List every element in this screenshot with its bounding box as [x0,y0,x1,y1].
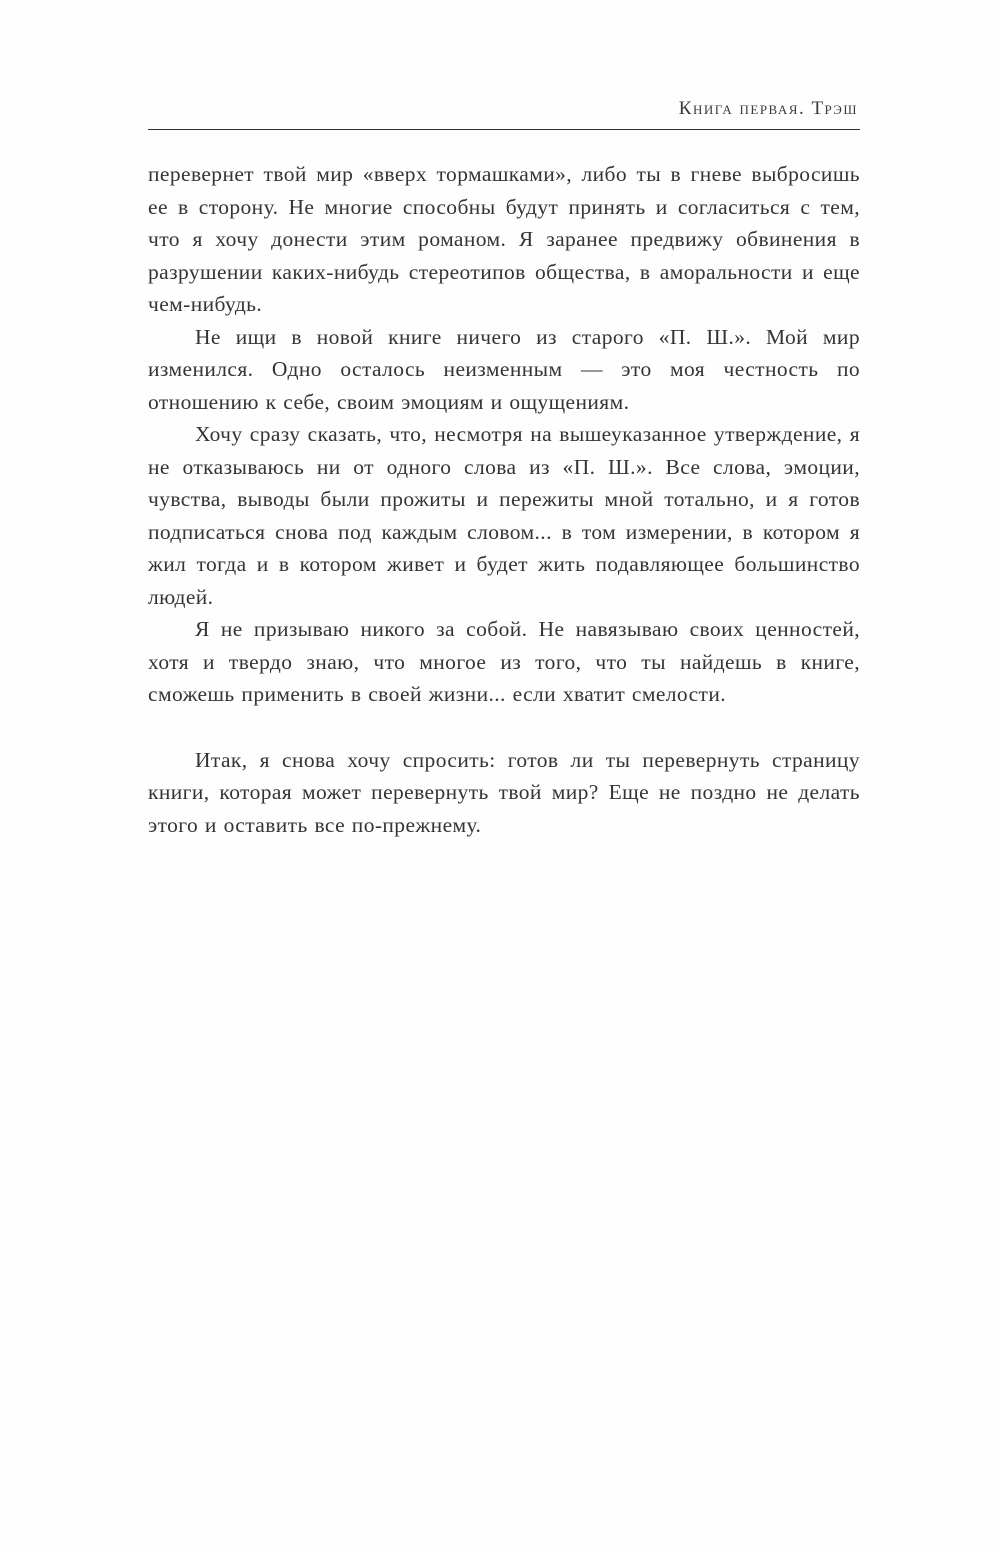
header-rule-divider [148,129,860,130]
paragraph: Хочу сразу сказать, что, несмотря на вышеуказанное утверждение, я не отказываюсь ни от одного слова из «П. Ш.». Все слова, эмоции, чувства, выводы были прожиты и пережиты мной тотально, и я готов подписаться снова под каждым словом... в том измерении, в котором я жил тогда и в котором живет и будет жить подавляющее большинство людей. [148,422,860,609]
paragraph: Итак, я снова хочу спросить: готов ли ты перевернуть страницу книги, которая может перевернуть твой мир? Еще не поздно не делать этого и оставить все по-прежнему. [148,747,860,837]
page-header [148,98,860,130]
paragraph: Я не призываю никого за собой. Не навязываю своих ценностей, хотя и твердо знаю, что многое из того, что ты найдешь в книге, сможешь применить в своей жизни... если хватит смелости. [148,617,860,706]
body-text [148,158,860,841]
running-header: Книга первая. Трэш [678,98,858,119]
paragraph: перевернет твой мир «вверх тормашками», либо ты в гневе выбросишь ее в сторону. Не многие способны будут принять и согласиться с тем, что я хочу донести этим романом. Я заранее предвижу обвинения в разрушении каких-нибудь стереотипов общества, в аморальности и еще чем-нибудь. [148,162,860,316]
paragraph: Не ищи в новой книге ничего из старого «П. Ш.». Мой мир изменился. Одно осталось неизменным — это моя честность по отношению к себе, своим эмоциям и ощущениям. [148,324,860,414]
